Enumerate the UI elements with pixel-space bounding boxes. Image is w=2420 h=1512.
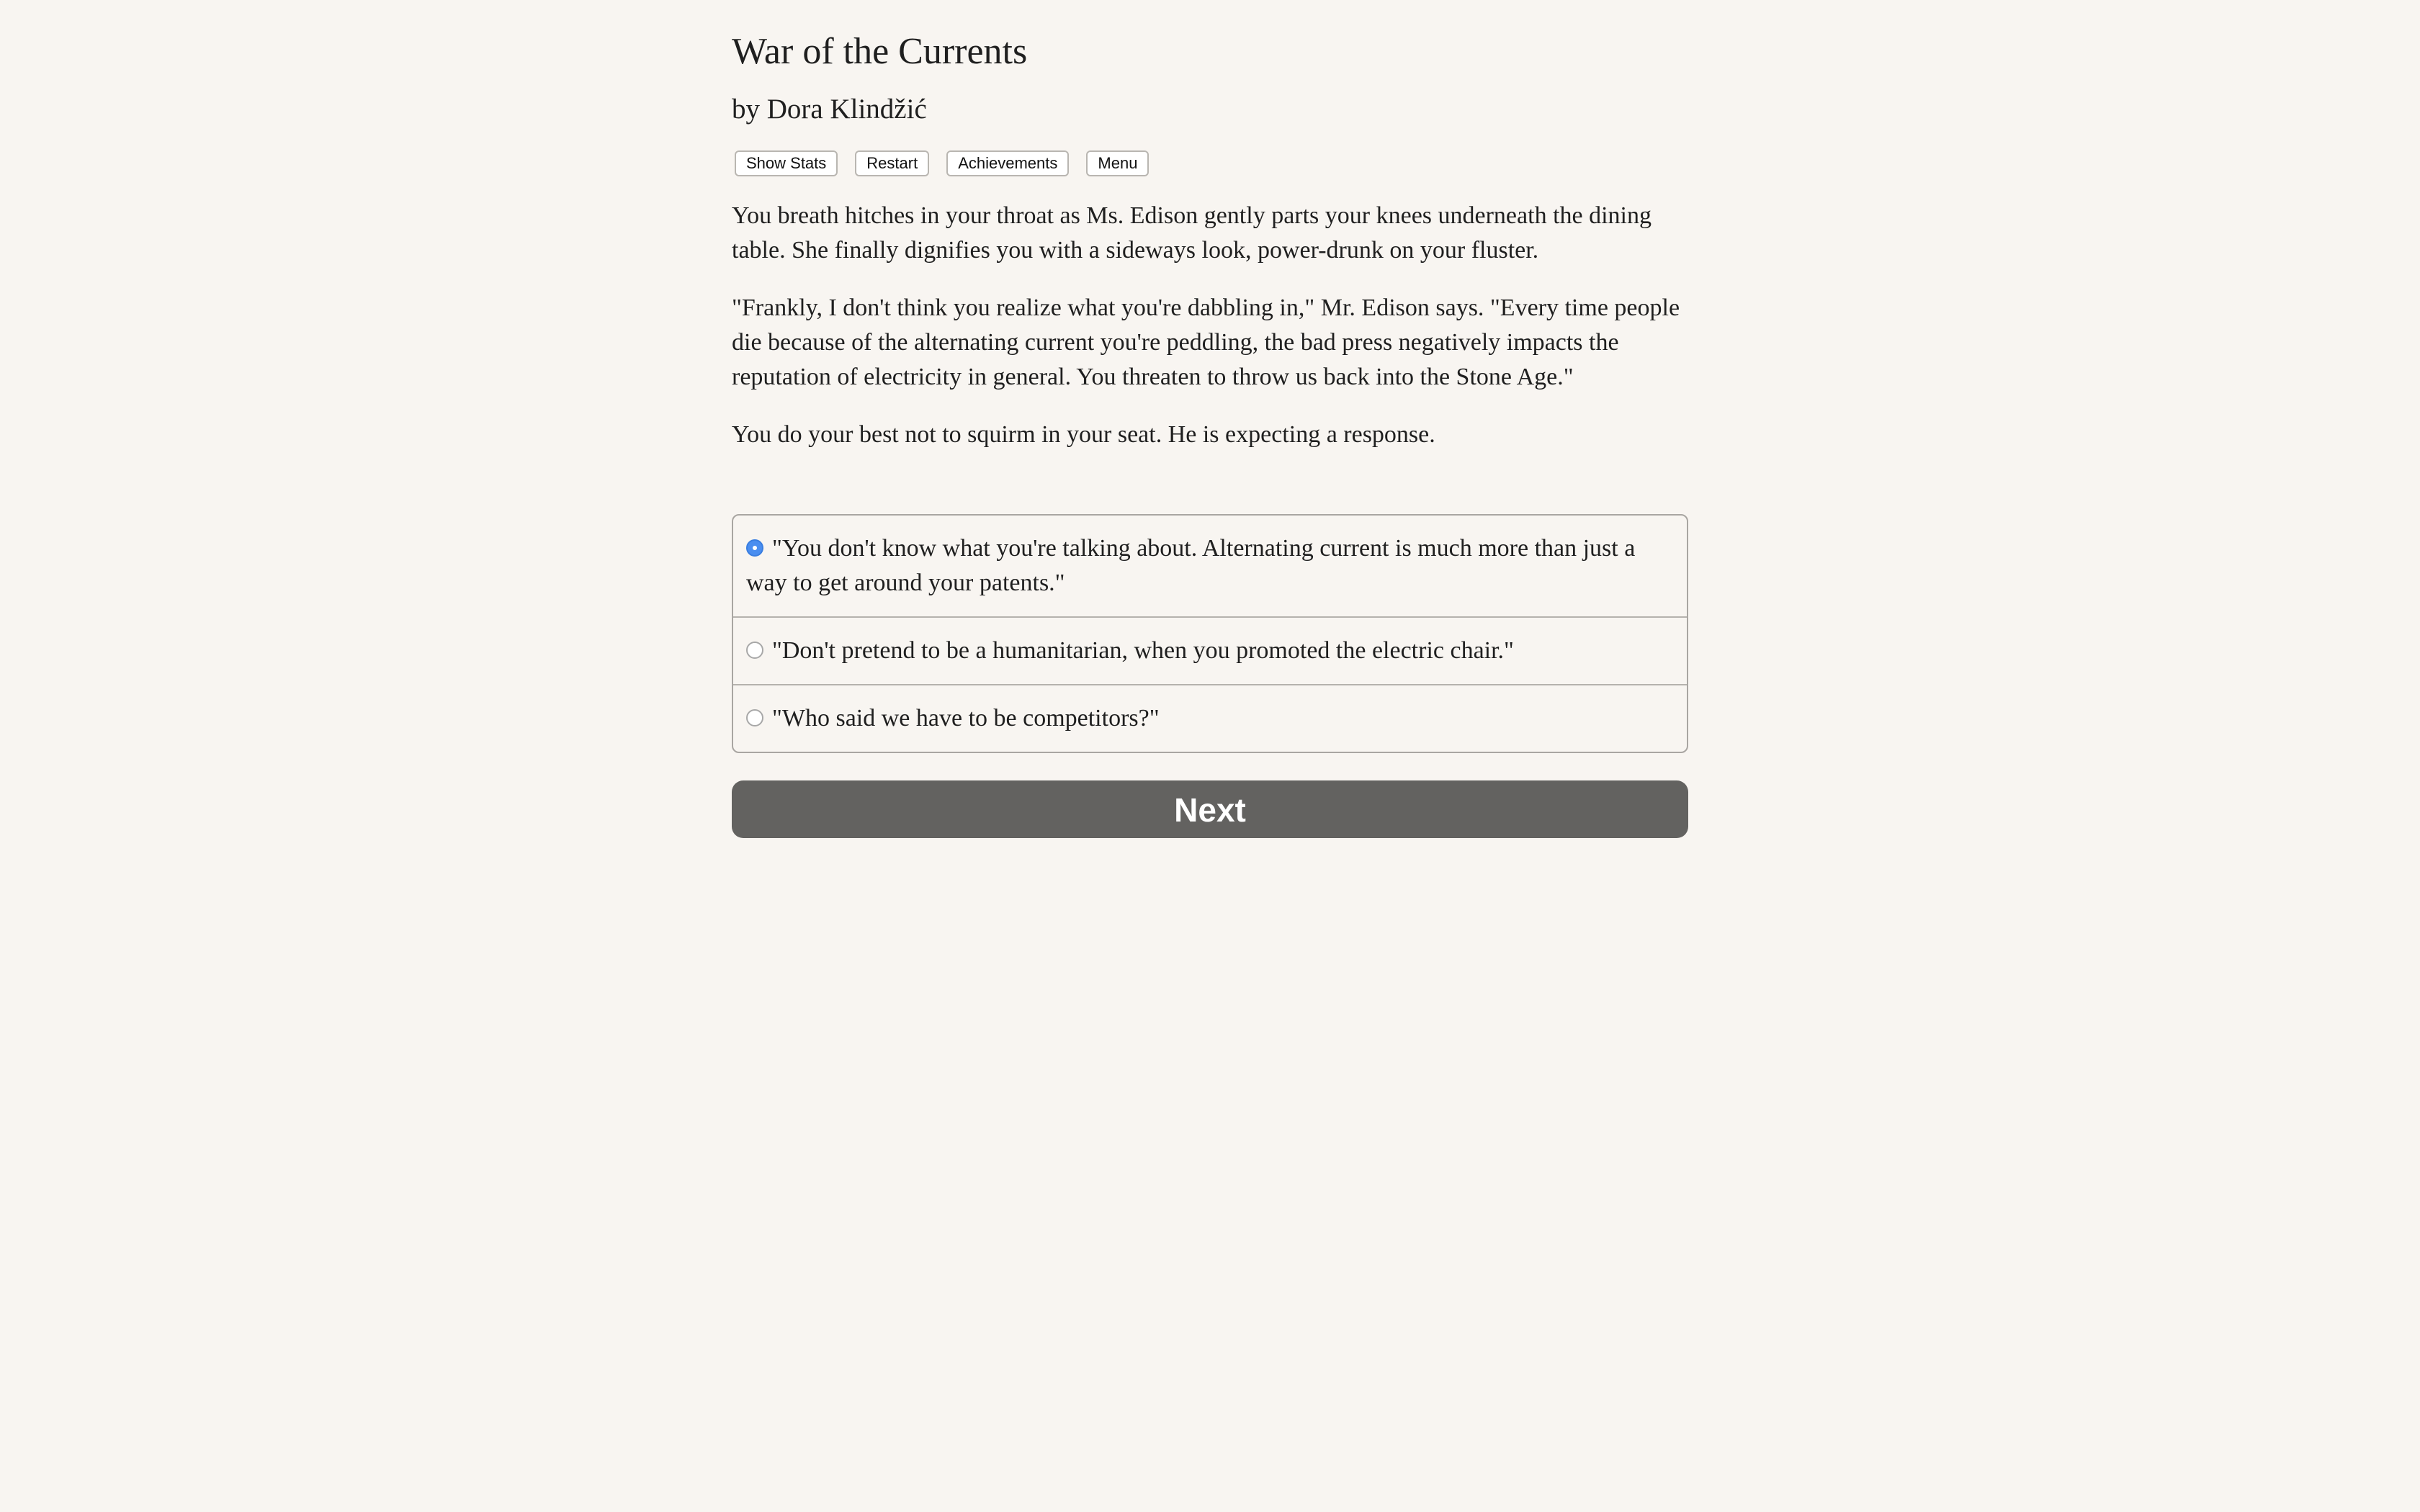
- toolbar: [735, 150, 1149, 176]
- choice-option-3[interactable]: [733, 684, 1687, 752]
- radio-selected-icon[interactable]: [746, 539, 763, 557]
- story-paragraph: You do your best not to squirm in your seat. He is expecting a response.: [732, 421, 1435, 448]
- restart-button[interactable]: Restart: [855, 150, 929, 176]
- choice-option-1[interactable]: [733, 516, 1687, 616]
- radio-unselected-icon[interactable]: [746, 709, 763, 726]
- game-title: War of the Currents: [732, 31, 1028, 72]
- show-stats-button[interactable]: Show Stats: [735, 150, 838, 176]
- story-text: [732, 199, 1688, 475]
- choice-label: "Who said we have to be competitors?": [772, 705, 1160, 732]
- next-button[interactable]: Next: [732, 780, 1688, 838]
- radio-unselected-icon[interactable]: [746, 642, 763, 659]
- menu-button[interactable]: Menu: [1086, 150, 1149, 176]
- story-paragraph: "Frankly, I don't think you realize what you're dabbling in," Mr. Edison says. "Every time people die because of the alternating current you're peddling, the bad press negatively impacts the reputation of electricity in general. You threaten to throw us back into the Stone Age.": [732, 294, 1680, 390]
- author-byline: by Dora Klindžić: [732, 94, 927, 125]
- choice-label: "Don't pretend to be a humanitarian, when you promoted the electric chair.": [772, 637, 1514, 664]
- choice-option-2[interactable]: [733, 616, 1687, 684]
- story-paragraph: You breath hitches in your throat as Ms. Edison gently parts your knees underneath the dining table. She finally dignifies you with a sideways look, power-drunk on your fluster.: [732, 202, 1652, 264]
- achievements-button[interactable]: Achievements: [946, 150, 1069, 176]
- choice-list: [732, 514, 1688, 753]
- choice-label: "You don't know what you're talking about. Alternating current is much more than just a way to get around your patents.": [746, 535, 1636, 596]
